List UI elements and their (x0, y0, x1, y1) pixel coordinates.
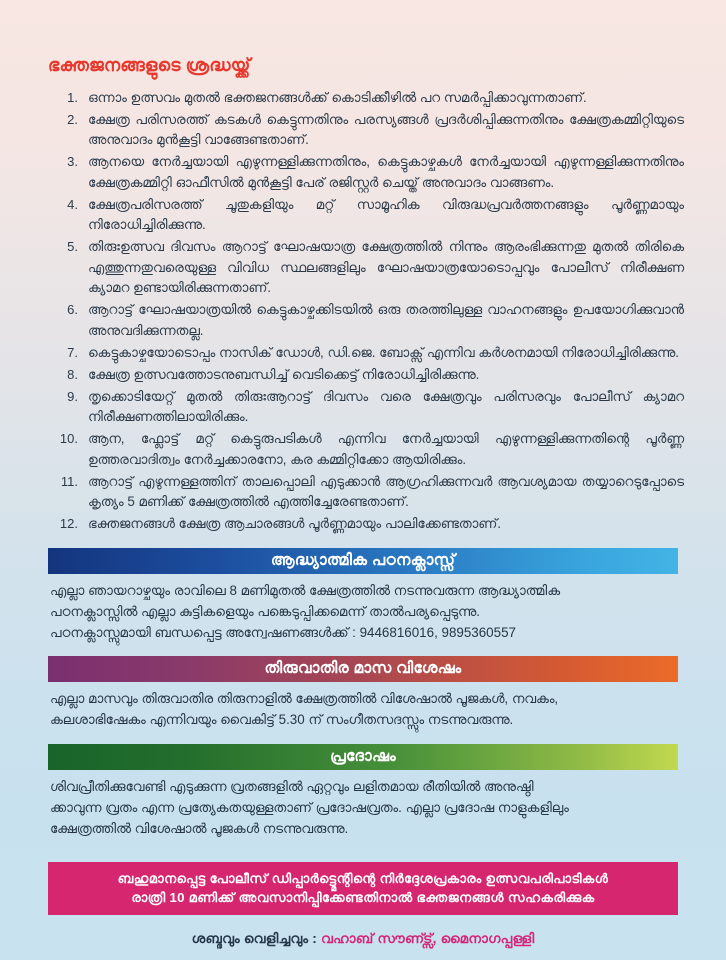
section-body (48, 682, 678, 731)
list-item-number: 9. (67, 388, 78, 404)
section-banner-title: തിരുവാതിര മാസ വിശേഷം (48, 656, 678, 682)
list-item (48, 88, 684, 109)
list-item (48, 300, 684, 341)
list-item-text: ആറാട്ട് ഘോഷയാത്രയിൽ കെട്ടുകാഴ്ചക്കിടയിൽ ഒരു തരത്തിലുള്ള വാഹനങ്ങളും ഉപയോഗിക്കുവാൻ അനുവദിക്കുന്നതല്ല. (88, 302, 684, 338)
list-item-number: 4. (67, 196, 78, 212)
list-item (48, 472, 684, 513)
page-title: ഭക്തജനങ്ങളുടെ ശ്രദ്ധയ്ക്ക് (48, 55, 251, 75)
list-item-number: 5. (67, 239, 78, 255)
section-body (48, 574, 678, 644)
list-item-text: തിരുഃഉത്സവ ദിവസം ആറാട്ട് ഘോഷയാത്ര ക്ഷേത്രത്തിൽ നിന്നും ആരംഭിക്കുന്നതു മുതൽ തിരികെ എത്തുന്നതുവരെയുള്ള വിവിധ സ്ഥലങ്ങളിലും ഘോഷയാത്രയോടൊപ്പവും പോലീസ് നിരീക്ഷണ ക്യാമറ ഉണ്ടായിരിക്കുന്നതാണ്. (88, 239, 684, 296)
list-item-text: ക്ഷേത്ര പരിസരത്ത് കടകൾ കെട്ടുന്നതിനും പരസ്യങ്ങൾ പ്രദർശിപ്പിക്കുന്നതിനും ക്ഷേത്രകമ്മിറ്റിയുടെ അനുവാദം മുൻകൂട്ടി വാങ്ങേണ്ടതാണ്. (88, 111, 684, 148)
list-item-text: ഒന്നാം ഉത്സവം മുതൽ ഭക്തജനങ്ങൾക്ക് കൊടിക്കീഴിൽ പറ സമർപ്പിക്കാവുന്നതാണ്. (88, 89, 587, 105)
section-pradosham (30, 744, 696, 840)
list-item-number: 2. (67, 111, 78, 127)
list-item (48, 343, 684, 364)
body-line: ശിവപ്രീതിക്കുവേണ്ടി എടുക്കുന്ന വ്രതങ്ങളിൽ ഏറ്റവും ലളിതമായ രീതിയിൽ അനുഷ്ഠി (50, 779, 534, 795)
list-item-text: ഭക്തജനങ്ങൾ ക്ഷേത്ര ആചാരങ്ങൾ പൂർണ്ണമായും പാലിക്കേണ്ടതാണ്. (88, 516, 501, 532)
list-item-text: ആന, ഫ്ലോട്ട് മറ്റ് കെട്ടുരുപടികൾ എന്നിവ നേർച്ചയായി എഴുന്നള്ളിക്കുന്നതിന്റെ പൂർണ്ണ ഉത്തരവാദിത്വം നേർച്ചക്കാരനോ, കര കമ്മിറ്റിക്കോ ആയിരിക്കും. (88, 431, 684, 467)
body-line: പഠനക്ലാസ്സുമായി ബന്ധപ്പെട്ട അന്വേഷണങ്ങൾക്ക് : 9446816016, 9895360557 (50, 624, 516, 640)
list-item-text: കെട്ടുകാഴ്ചയോടൊപ്പം നാസിക് ഡോൾ, ഡി.ജെ. ബോക്സ് എന്നിവ കർശനമായി നിരോധിച്ചിരിക്കുന്നു. (88, 344, 679, 360)
list-item (48, 152, 684, 193)
notice-list (30, 88, 696, 535)
section-banner-title: ആദ്ധ്യാത്മിക പഠനക്ലാസ്സ് (48, 548, 678, 574)
body-line: എല്ലാ മാസവും തിരുവാതിര തിരുനാളിൽ ക്ഷേത്രത്തിൽ വിശേഷാൽ പൂജകൾ, നവകം, (50, 691, 559, 707)
list-item-text: ആറാട്ട് എഴുന്നള്ളത്തിന് താലപ്പൊലി എടുക്കാൻ ആഗ്രഹിക്കുന്നവർ ആവശ്യമായ തയ്യാറെടുപ്പോടെ കൃത്യം 5 മണിക്ക് ക്ഷേത്രത്തിൽ എത്തിച്ചേരേണ്ടതാണ്. (88, 473, 684, 510)
list-item (48, 387, 684, 428)
section-body (48, 770, 678, 840)
credit-line (30, 931, 696, 947)
body-line: ക്കാവുന്ന വ്രതം എന്ന പ്രത്യേകതയുള്ളതാണ് പ്രദോഷവ്രതം. എല്ലാ പ്രദോഷ നാളുകളിലും (50, 800, 569, 816)
body-line: കലശാഭിഷേകം എന്നിവയും വൈകിട്ട് 5.30 ന് സംഗീതസദസ്സും നടന്നുവരുന്നു. (50, 712, 514, 728)
police-notice-line: രാത്രി 10 മണിക്ക് അവസാനിപ്പിക്കേണ്ടതിനാൽ ഭക്തജനങ്ങൾ സഹകരിക്കുക (131, 890, 595, 906)
credit-value: വഹാബ് സൗണ്ട്സ്, മൈനാഗപ്പള്ളി (320, 931, 535, 947)
body-line: പഠനക്ലാസ്സിൽ എല്ലാ കുട്ടികളെയും പങ്കെടുപ്പിക്കമെന്ന് താൽപര്യപ്പെടുന്നു. (50, 603, 481, 619)
list-item (48, 514, 684, 535)
list-item-number: 1. (67, 89, 78, 105)
police-notice-line: ബഹുമാനപ്പെട്ട പോലീസ് ഡിപ്പാർട്ട്മെന്റിന്റെ നിർദ്ദേശപ്രകാരം ഉത്സവപരിപാടികൾ (117, 871, 609, 886)
body-line: എല്ലാ ഞായറാഴ്ചയും രാവിലെ 8 മണിമുതൽ ക്ഷേത്രത്തിൽ നടന്നുവരുന്ന ആദ്ധ്യാത്മിക (50, 582, 560, 598)
list-item-number: 8. (67, 366, 78, 382)
list-item-number: 12. (59, 516, 78, 532)
list-item-number: 10. (59, 431, 78, 447)
list-item-number: 6. (67, 302, 78, 318)
list-item-number: 11. (60, 473, 78, 489)
list-item-text: ക്ഷേത്ര ഉത്സവത്തോടനുബന്ധിച്ച് വെടിക്കെട്ട് നിരോധിച്ചിരിക്കുന്നു. (88, 366, 480, 382)
section-police-notice (30, 862, 696, 915)
list-item-number: 3. (67, 154, 78, 170)
list-item-number: 7. (67, 344, 78, 360)
list-item (48, 365, 684, 386)
section-banner-title: പ്രദോഷം (48, 744, 678, 770)
section-spiritual-class (30, 548, 696, 644)
section-thiruvathira (30, 656, 696, 731)
credit-label: ശബ്ദവും വെളിച്ചവും : (191, 931, 317, 947)
body-line: ക്ഷേത്രത്തിൽ വിശേഷാൽ പൂജകൾ നടന്നുവരുന്നു. (50, 821, 349, 837)
list-item (48, 195, 684, 236)
police-notice-banner (48, 862, 678, 915)
list-item (48, 429, 684, 470)
list-item-text: തൃക്കൊടിയേറ്റ് മുതൽ തിരുഃആറാട്ട് ദിവസം വരെ ക്ഷേത്രവും പരിസരവും പോലീസ് ക്യാമറ നിരീക്ഷണത്തിലായിരിക്കും. (88, 388, 684, 425)
list-item (48, 237, 684, 299)
list-item-text: ആനയെ നേർച്ചയായി എഴുന്നള്ളിക്കുന്നതിനും, കെട്ടുകാഴ്ചകൾ നേർച്ചയായി എഴുന്നള്ളിക്കുന്നതിനും ക്ഷേത്രകമ്മിറ്റി ഓഫീസിൽ മുൻകൂട്ടി പേര് രജിസ്റ്റർ ചെയ്ത് അനുവാദം വാങ്ങണം. (88, 154, 684, 190)
list-item (48, 110, 684, 151)
list-item-text: ക്ഷേത്രപരിസരത്ത് ചൂതുകളിയും മറ്റ് സാമൂഹിക വിരുദ്ധപ്രവർത്തനങ്ങളും പൂർണ്ണമായും നിരോധിച്ചിരിക്കുന്നു. (88, 196, 684, 233)
